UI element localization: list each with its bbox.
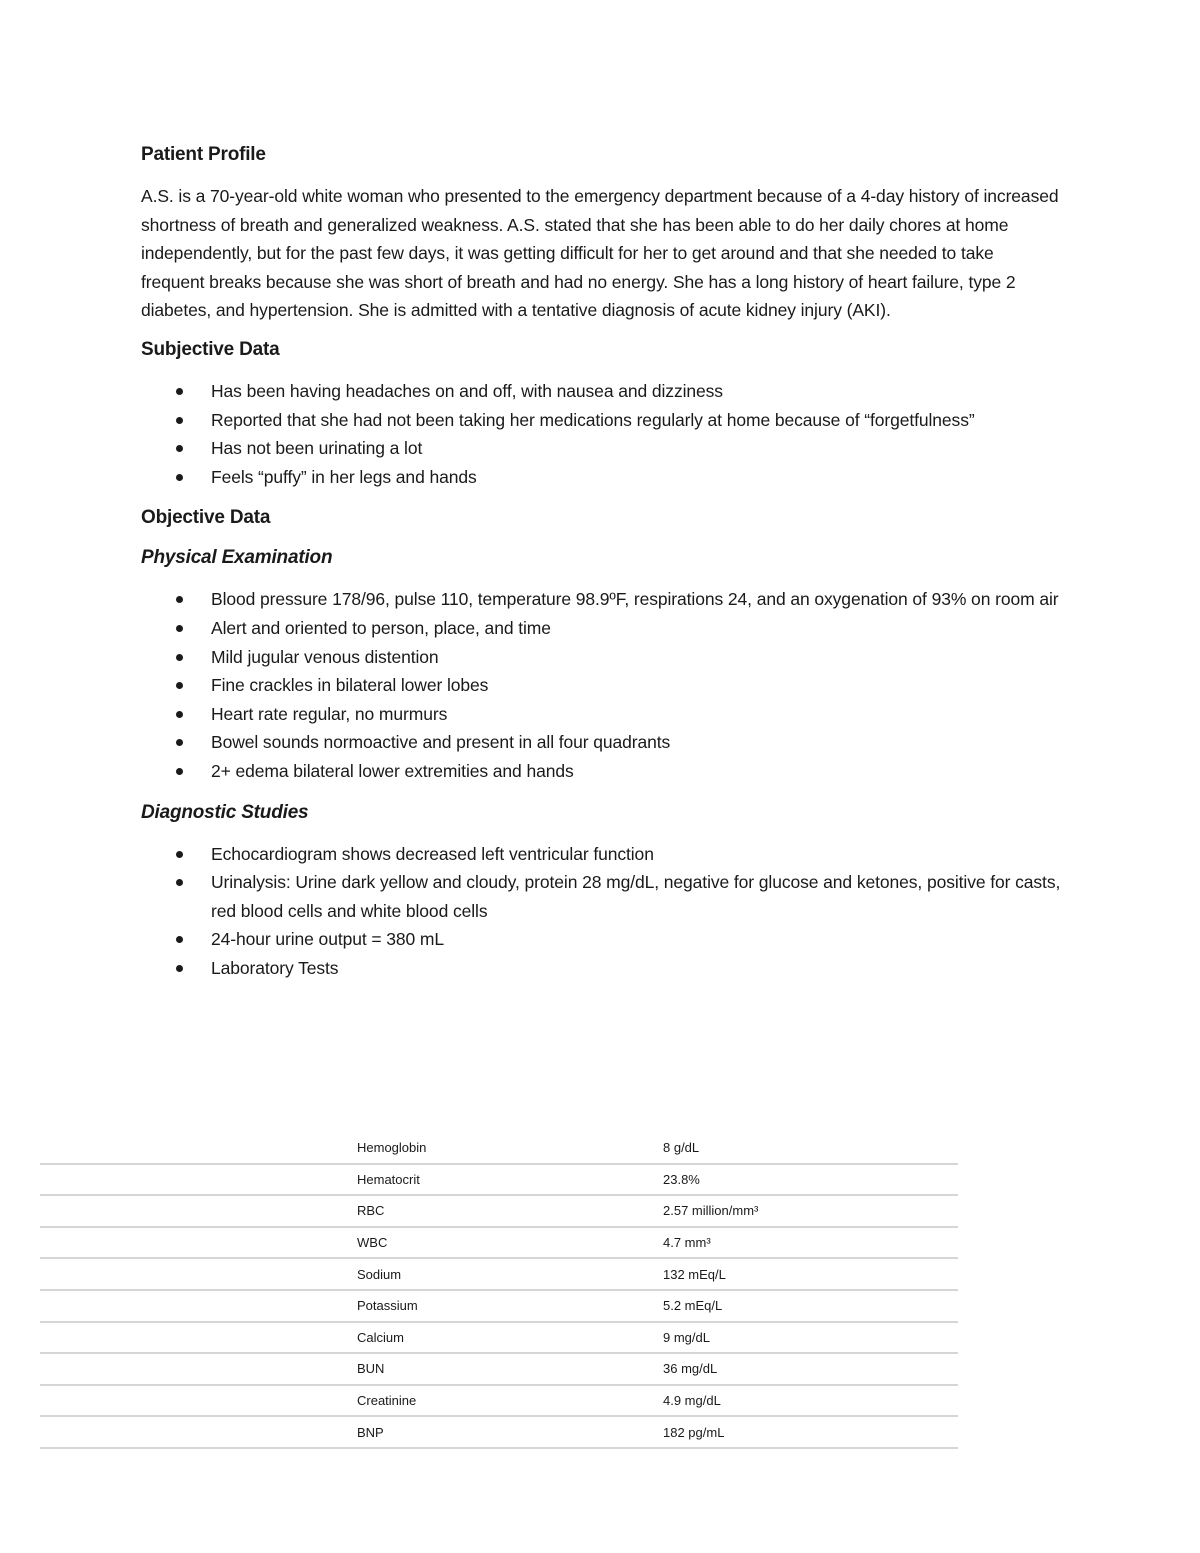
lab-test-value: 4.7 mm³ [663, 1227, 958, 1259]
lab-test-value: 36 mg/dL [663, 1353, 958, 1385]
bullet-icon [176, 682, 183, 689]
lab-test-name: Potassium [357, 1290, 663, 1322]
physical-examination-heading: Physical Examination [141, 547, 333, 569]
lab-test-name: Creatinine [357, 1385, 663, 1417]
table-row [40, 1227, 958, 1259]
list-item [141, 377, 1061, 406]
list-item-text: Has been having headaches on and off, with nausea and dizziness [211, 380, 723, 401]
list-item [141, 643, 1061, 672]
lab-test-name: Calcium [357, 1322, 663, 1354]
list-item-text: Feels “puffy” in her legs and hands [211, 466, 477, 487]
table-row [40, 1258, 958, 1290]
bullet-icon [176, 851, 183, 858]
list-item-text: Urinalysis: Urine dark yellow and cloudy, protein 28 mg/dL, negative for glucose and ketones, positive for casts, red blood cells and white blood cells [211, 872, 1061, 921]
table-row [40, 1164, 958, 1196]
table-row [40, 1133, 958, 1164]
list-item [141, 840, 1061, 869]
bullet-icon [176, 474, 183, 481]
list-item [141, 868, 1061, 925]
bullet-icon [176, 936, 183, 943]
table-row [40, 1290, 958, 1322]
lab-test-name: Sodium [357, 1258, 663, 1290]
list-item-text: 2+ edema bilateral lower extremities and hands [211, 760, 574, 781]
list-item-text: Reported that she had not been taking her medications regularly at home because of “forgetfulness” [211, 409, 975, 430]
list-item [141, 954, 1061, 983]
laboratory-tests-table [40, 1133, 958, 1449]
list-item [141, 700, 1061, 729]
list-item-text: Fine crackles in bilateral lower lobes [211, 675, 489, 696]
list-item-text: Heart rate regular, no murmurs [211, 703, 448, 724]
bullet-icon [176, 417, 183, 424]
document-page [141, 142, 1061, 996]
bullet-icon [176, 388, 183, 395]
lab-test-name: RBC [357, 1195, 663, 1227]
subjective-data-heading: Subjective Data [141, 338, 280, 360]
bullet-icon [176, 445, 183, 452]
lab-test-value: 9 mg/dL [663, 1322, 958, 1354]
lab-test-name: BNP [357, 1416, 663, 1448]
list-item-text: Blood pressure 178/96, pulse 110, temperature 98.9ºF, respirations 24, and an oxygenation of 93% on room air [211, 589, 1059, 610]
list-item [141, 614, 1061, 643]
bullet-icon [176, 965, 183, 972]
list-item [141, 434, 1061, 463]
list-item-text: Bowel sounds normoactive and present in all four quadrants [211, 732, 671, 753]
table-row [40, 1385, 958, 1417]
diagnostic-studies-heading: Diagnostic Studies [141, 801, 309, 823]
bullet-icon [176, 879, 183, 886]
lab-test-value: 182 pg/mL [663, 1416, 958, 1448]
table-row [40, 1353, 958, 1385]
lab-test-name: Hemoglobin [357, 1133, 663, 1164]
table-row [40, 1322, 958, 1354]
lab-test-value: 8 g/dL [663, 1133, 958, 1164]
list-item [141, 463, 1061, 492]
lab-test-value: 23.8% [663, 1164, 958, 1196]
lab-test-name: WBC [357, 1227, 663, 1259]
lab-test-value: 4.9 mg/dL [663, 1385, 958, 1417]
lab-test-value: 2.57 million/mm³ [663, 1195, 958, 1227]
lab-test-value: 5.2 mEq/L [663, 1290, 958, 1322]
lab-test-value: 132 mEq/L [663, 1258, 958, 1290]
lab-test-name: Hematocrit [357, 1164, 663, 1196]
list-item-text: Has not been urinating a lot [211, 438, 423, 459]
diagnostic-studies-list [141, 840, 1061, 983]
bullet-icon [176, 739, 183, 746]
list-item [141, 757, 1061, 786]
list-item [141, 585, 1061, 614]
patient-profile-heading: Patient Profile [141, 144, 266, 165]
list-item [141, 925, 1061, 954]
list-item-text: Echocardiogram shows decreased left ventricular function [211, 843, 654, 864]
table-row [40, 1416, 958, 1448]
list-item [141, 671, 1061, 700]
list-item [141, 406, 1061, 435]
subjective-data-list [141, 377, 1061, 491]
list-item-text: Mild jugular venous distention [211, 646, 439, 667]
bullet-icon [176, 596, 183, 603]
patient-profile-text: A.S. is a 70-year-old white woman who presented to the emergency department because of a 4-day history of increased shortness of breath and generalized weakness. A.S. stated that she has been able to do her daily chores at home independently, but for the past few days, it was getting difficult for her to get around and that she needed to take frequent breaks because she was short of breath and had no energy. She has a long history of heart failure, type 2 diabetes, and hypertension. She is admitted with a tentative diagnosis of acute kidney injury (AKI). [141, 186, 1059, 321]
table-row [40, 1195, 958, 1227]
bullet-icon [176, 654, 183, 661]
bullet-icon [176, 625, 183, 632]
bullet-icon [176, 711, 183, 718]
objective-data-heading: Objective Data [141, 507, 271, 529]
bullet-icon [176, 768, 183, 775]
list-item-text: Laboratory Tests [211, 957, 339, 978]
list-item-text: Alert and oriented to person, place, and time [211, 617, 551, 638]
list-item [141, 728, 1061, 757]
physical-examination-list [141, 585, 1061, 785]
list-item-text: 24-hour urine output = 380 mL [211, 929, 445, 950]
lab-test-name: BUN [357, 1353, 663, 1385]
